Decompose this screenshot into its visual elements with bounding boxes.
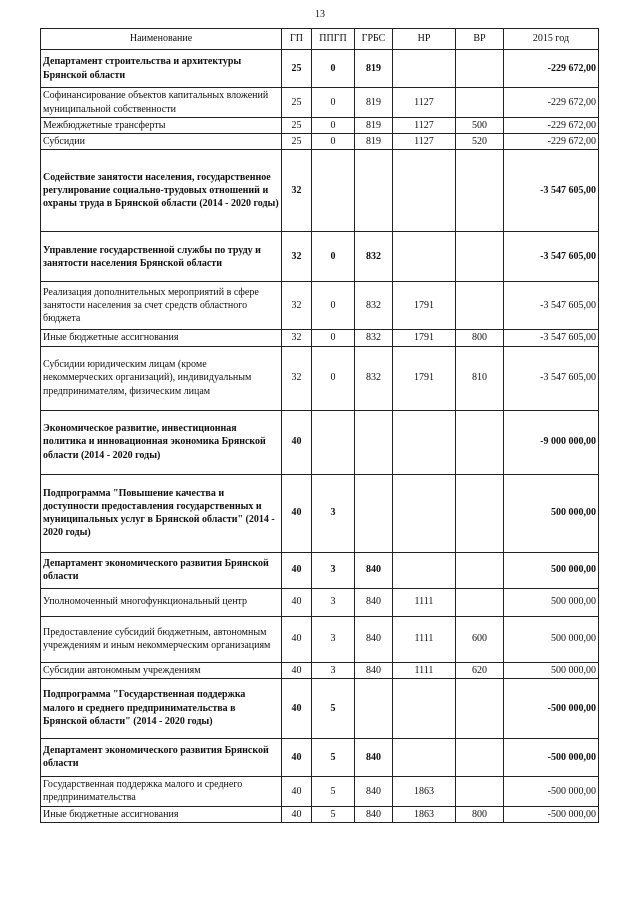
header-ppgp: ППГП: [312, 29, 355, 50]
cell-ppgp: 5: [312, 806, 355, 822]
cell-amount: -500 000,00: [504, 806, 599, 822]
cell-nr: 1791: [393, 282, 456, 330]
cell-amount: -229 672,00: [504, 118, 599, 134]
cell-gp: 40: [282, 806, 312, 822]
cell-nr: 1111: [393, 616, 456, 662]
page-number: 13: [315, 9, 325, 20]
cell-name: Подпрограмма "Повышение качества и доступности предоставления государственных и муниципальных услуг в Брянской области" (2014 - 2020 годы): [41, 474, 282, 552]
cell-gp: 40: [282, 738, 312, 776]
cell-nr: [393, 410, 456, 474]
cell-name: Департамент экономического развития Брянской области: [41, 552, 282, 588]
cell-vr: [456, 282, 504, 330]
cell-ppgp: 5: [312, 776, 355, 806]
cell-grbs: 840: [355, 776, 393, 806]
cell-name: Реализация дополнительных мероприятий в сфере занятости населения за счет средств областного бюджета: [41, 282, 282, 330]
cell-ppgp: 3: [312, 616, 355, 662]
cell-grbs: 832: [355, 346, 393, 410]
table-row: [41, 588, 599, 616]
cell-grbs: [355, 678, 393, 738]
header-gp: ГП: [282, 29, 312, 50]
cell-ppgp: [312, 150, 355, 232]
header-nr: НР: [393, 29, 456, 50]
cell-vr: [456, 552, 504, 588]
cell-grbs: 840: [355, 806, 393, 822]
cell-gp: 32: [282, 232, 312, 282]
cell-amount: -500 000,00: [504, 776, 599, 806]
cell-vr: 620: [456, 662, 504, 678]
table-row: [41, 50, 599, 88]
cell-vr: [456, 776, 504, 806]
cell-vr: [456, 588, 504, 616]
cell-gp: 40: [282, 474, 312, 552]
cell-vr: 800: [456, 806, 504, 822]
cell-vr: [456, 410, 504, 474]
header-name: Наименование: [41, 29, 282, 50]
cell-nr: 1791: [393, 330, 456, 346]
cell-grbs: 819: [355, 134, 393, 150]
cell-gp: 25: [282, 50, 312, 88]
table-row: [41, 88, 599, 118]
cell-grbs: 819: [355, 50, 393, 88]
cell-amount: -3 547 605,00: [504, 282, 599, 330]
cell-ppgp: 0: [312, 282, 355, 330]
cell-grbs: 819: [355, 118, 393, 134]
cell-ppgp: 0: [312, 330, 355, 346]
cell-name: Иные бюджетные ассигнования: [41, 330, 282, 346]
cell-ppgp: 3: [312, 474, 355, 552]
cell-nr: 1127: [393, 134, 456, 150]
cell-amount: -9 000 000,00: [504, 410, 599, 474]
cell-nr: 1863: [393, 806, 456, 822]
cell-gp: 32: [282, 282, 312, 330]
cell-ppgp: 0: [312, 118, 355, 134]
cell-amount: -229 672,00: [504, 134, 599, 150]
table-row: [41, 662, 599, 678]
cell-amount: -500 000,00: [504, 678, 599, 738]
table-row: [41, 118, 599, 134]
cell-name: Подпрограмма "Государственная поддержка малого и среднего предпринимательства в Брянской области" (2014 - 2020 годы): [41, 678, 282, 738]
cell-amount: -3 547 605,00: [504, 346, 599, 410]
cell-amount: -3 547 605,00: [504, 150, 599, 232]
cell-amount: -229 672,00: [504, 88, 599, 118]
cell-name: Субсидии автономным учреждениям: [41, 662, 282, 678]
cell-gp: 40: [282, 678, 312, 738]
cell-name: Экономическое развитие, инвестиционная политика и инновационная экономика Брянской области (2014 - 2020 годы): [41, 410, 282, 474]
cell-grbs: 840: [355, 616, 393, 662]
table-row: [41, 806, 599, 822]
cell-gp: 40: [282, 616, 312, 662]
cell-nr: [393, 678, 456, 738]
cell-grbs: 819: [355, 88, 393, 118]
table-row: [41, 678, 599, 738]
table-row: [41, 738, 599, 776]
cell-nr: [393, 232, 456, 282]
cell-vr: 810: [456, 346, 504, 410]
cell-gp: 32: [282, 150, 312, 232]
cell-amount: 500 000,00: [504, 552, 599, 588]
cell-grbs: 832: [355, 330, 393, 346]
cell-name: Межбюджетные трансферты: [41, 118, 282, 134]
cell-ppgp: 0: [312, 232, 355, 282]
table-row: [41, 150, 599, 232]
cell-grbs: 840: [355, 662, 393, 678]
cell-name: Государственная поддержка малого и среднего предпринимательства: [41, 776, 282, 806]
cell-gp: 25: [282, 134, 312, 150]
table-row: [41, 776, 599, 806]
table-row: [41, 410, 599, 474]
table-header-row: [41, 29, 599, 50]
cell-vr: [456, 150, 504, 232]
cell-name: Субсидии: [41, 134, 282, 150]
table-row: [41, 134, 599, 150]
cell-nr: 1127: [393, 88, 456, 118]
cell-grbs: 840: [355, 588, 393, 616]
cell-vr: [456, 232, 504, 282]
cell-nr: [393, 474, 456, 552]
cell-ppgp: 0: [312, 50, 355, 88]
table-row: [41, 346, 599, 410]
cell-nr: 1111: [393, 588, 456, 616]
cell-gp: 40: [282, 552, 312, 588]
cell-gp: 25: [282, 88, 312, 118]
table-row: [41, 616, 599, 662]
cell-name: Содействие занятости населения, государственное регулирование социально-трудовых отношений и охраны труда в Брянской области (2014 - 2020 годы): [41, 150, 282, 232]
cell-ppgp: 5: [312, 738, 355, 776]
table-row: [41, 552, 599, 588]
cell-nr: [393, 50, 456, 88]
cell-grbs: 832: [355, 232, 393, 282]
cell-amount: 500 000,00: [504, 588, 599, 616]
cell-vr: [456, 738, 504, 776]
cell-vr: [456, 678, 504, 738]
cell-ppgp: 0: [312, 88, 355, 118]
cell-name: Департамент строительства и архитектуры Брянской области: [41, 50, 282, 88]
cell-grbs: [355, 150, 393, 232]
cell-amount: -229 672,00: [504, 50, 599, 88]
cell-name: Предоставление субсидий бюджетным, автономным учреждениям и иным некоммерческим организациям: [41, 616, 282, 662]
cell-name: Софинансирование объектов капитальных вложений муниципальной собственности: [41, 88, 282, 118]
header-year: 2015 год: [504, 29, 599, 50]
cell-grbs: [355, 474, 393, 552]
cell-vr: 600: [456, 616, 504, 662]
cell-grbs: 840: [355, 738, 393, 776]
cell-name: Департамент экономического развития Брянской области: [41, 738, 282, 776]
cell-grbs: [355, 410, 393, 474]
cell-vr: [456, 88, 504, 118]
cell-gp: 40: [282, 588, 312, 616]
cell-amount: -500 000,00: [504, 738, 599, 776]
cell-amount: 500 000,00: [504, 616, 599, 662]
cell-name: Управление государственной службы по труду и занятости населения Брянской области: [41, 232, 282, 282]
header-grbs: ГРБС: [355, 29, 393, 50]
cell-ppgp: [312, 410, 355, 474]
cell-vr: [456, 474, 504, 552]
cell-ppgp: 5: [312, 678, 355, 738]
cell-amount: 500 000,00: [504, 474, 599, 552]
cell-grbs: 832: [355, 282, 393, 330]
table-row: [41, 330, 599, 346]
cell-ppgp: 0: [312, 134, 355, 150]
table-row: [41, 232, 599, 282]
cell-vr: 800: [456, 330, 504, 346]
cell-nr: 1127: [393, 118, 456, 134]
cell-amount: -3 547 605,00: [504, 330, 599, 346]
cell-gp: 32: [282, 330, 312, 346]
cell-gp: 40: [282, 776, 312, 806]
table-row: [41, 474, 599, 552]
cell-ppgp: 3: [312, 588, 355, 616]
cell-nr: [393, 738, 456, 776]
cell-nr: 1111: [393, 662, 456, 678]
cell-nr: 1863: [393, 776, 456, 806]
cell-ppgp: 3: [312, 662, 355, 678]
cell-gp: 40: [282, 662, 312, 678]
cell-gp: 40: [282, 410, 312, 474]
header-vr: ВР: [456, 29, 504, 50]
cell-vr: 500: [456, 118, 504, 134]
cell-name: Субсидии юридическим лицам (кроме некоммерческих организаций), индивидуальным предпринимателям, физическим лицам: [41, 346, 282, 410]
cell-name: Иные бюджетные ассигнования: [41, 806, 282, 822]
cell-nr: 1791: [393, 346, 456, 410]
cell-nr: [393, 552, 456, 588]
cell-ppgp: 0: [312, 346, 355, 410]
cell-name: Уполномоченный многофункциональный центр: [41, 588, 282, 616]
budget-table: [40, 28, 599, 823]
cell-grbs: 840: [355, 552, 393, 588]
cell-vr: 520: [456, 134, 504, 150]
cell-gp: 32: [282, 346, 312, 410]
table-row: [41, 282, 599, 330]
cell-amount: 500 000,00: [504, 662, 599, 678]
cell-nr: [393, 150, 456, 232]
cell-vr: [456, 50, 504, 88]
cell-amount: -3 547 605,00: [504, 232, 599, 282]
cell-ppgp: 3: [312, 552, 355, 588]
cell-gp: 25: [282, 118, 312, 134]
